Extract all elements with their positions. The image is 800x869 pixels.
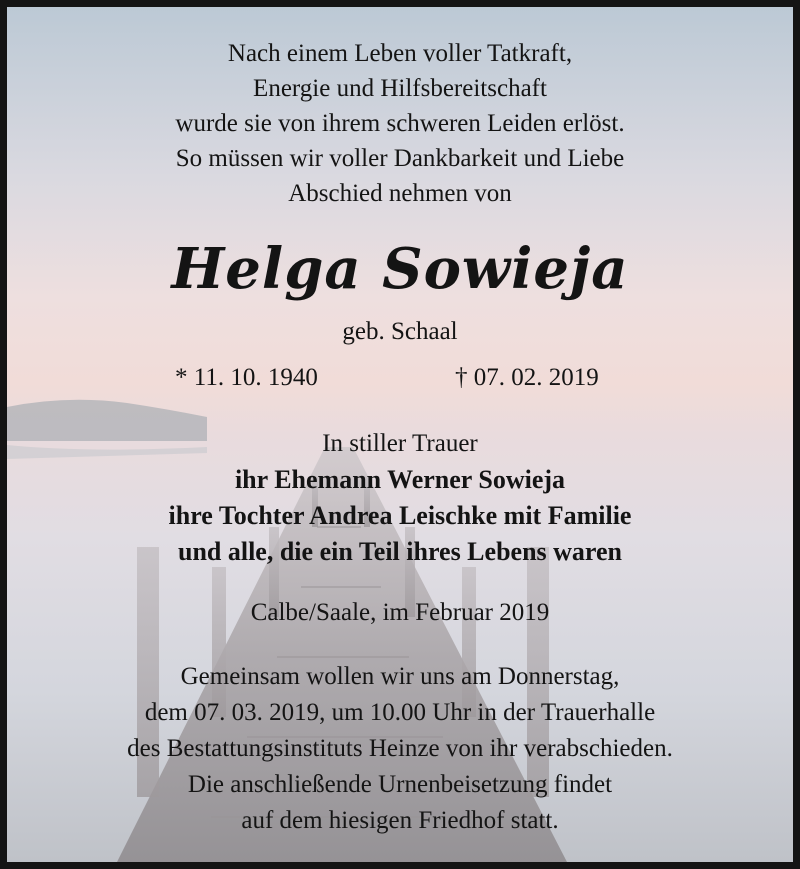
mourner-line-2: ihre Tochter Andrea Leischke mit Familie <box>168 501 632 530</box>
deceased-name: Helga Sowieja <box>171 236 629 302</box>
notice-text <box>7 7 793 862</box>
death-date: † 07. 02. 2019 <box>455 364 599 391</box>
funeral-line-1: Gemeinsam wollen wir uns am Donnerstag, <box>180 663 620 690</box>
mourning-heading: In stiller Trauer <box>322 430 478 457</box>
intro-line-1: Nach einem Leben voller Tatkraft, <box>227 40 573 67</box>
birth-date: * 11. 10. 1940 <box>175 364 318 391</box>
funeral-line-2: dem 07. 03. 2019, um 10.00 Uhr in der Trauerhalle <box>144 699 656 726</box>
intro-line-4: So müssen wir voller Dankbarkeit und Liebe <box>175 145 625 172</box>
intro-line-3: wurde sie von ihrem schweren Leiden erlöst. <box>175 110 625 137</box>
place-date: Calbe/Saale, im Februar 2019 <box>250 599 550 626</box>
maiden-name: geb. Schaal <box>342 318 458 345</box>
intro-line-5: Abschied nehmen von <box>288 180 512 207</box>
funeral-line-5: auf dem hiesigen Friedhof statt. <box>241 807 559 834</box>
mourner-line-3: und alle, die ein Teil ihres Lebens waren <box>177 537 622 566</box>
mourner-line-1: ihr Ehemann Werner Sowieja <box>234 465 566 494</box>
funeral-line-4: Die anschließende Urnenbeisetzung findet <box>187 771 613 798</box>
intro-line-2: Energie und Hilfsbereitschaft <box>253 75 547 102</box>
funeral-line-3: des Bestattungsinstituts Heinze von ihr verabschieden. <box>127 735 673 762</box>
